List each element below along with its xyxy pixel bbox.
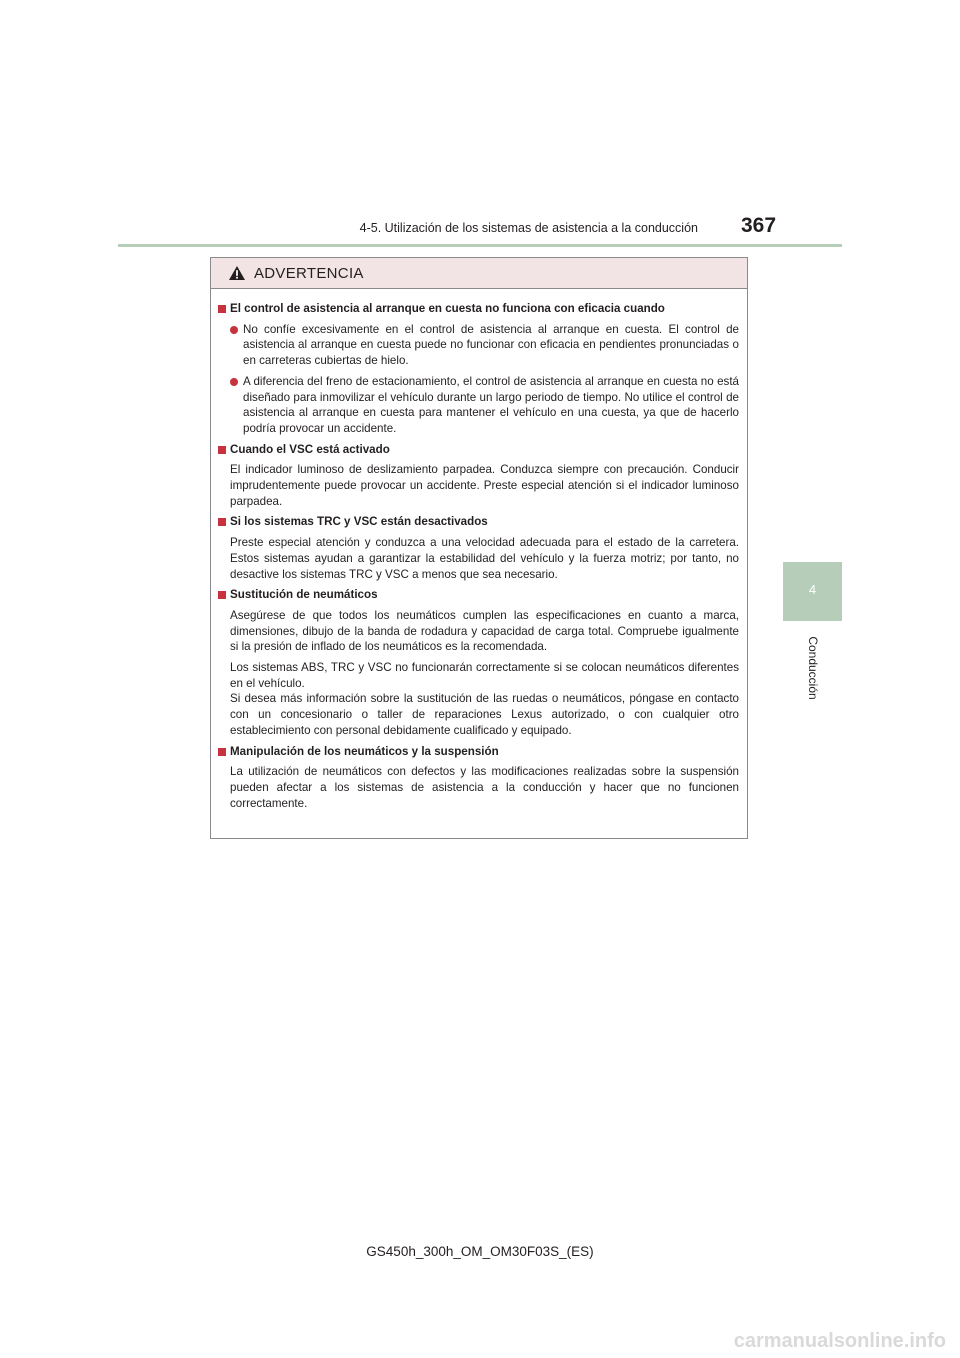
paragraph: Preste especial atención y conduzca a una velocidad adecuada para el estado de la carretera. Estos sistemas ayudan a garantizar la estabilidad del vehículo y la fuerza motriz; por tanto, no desactive los sistemas TRC y VSC a menos que sea necesario. — [230, 536, 739, 581]
warning-header — [211, 258, 747, 289]
watermark: carmanualsonline.info — [733, 1330, 946, 1352]
chapter-tab-number: 4 — [808, 582, 817, 597]
section-title: Si los sistemas TRC y VSC están desactivados — [230, 515, 488, 529]
page-number: 367 — [741, 214, 777, 237]
warning-title: ADVERTENCIA — [254, 264, 364, 282]
section-square-icon — [218, 305, 226, 313]
warning-section-tire-suspension — [218, 744, 739, 812]
warning-body — [211, 289, 747, 811]
chapter-tab-label-text: Conducción — [806, 636, 820, 700]
chapter-tab-label — [806, 632, 820, 704]
header-divider — [118, 244, 842, 247]
section-square-icon — [218, 518, 226, 526]
section-title: Cuando el VSC está activado — [230, 442, 390, 456]
warning-section-tire-replacement — [218, 587, 739, 738]
list-item: A diferencia del freno de estacionamiento, el control de asistencia al arranque en cuesta no está diseñado para inmovilizar el vehículo durante un largo periodo de tiempo. No utilice el control de asistencia al arranque en cuesta para mantener el vehículo en una cuesta, ya que de hacerlo podría provocar un accidente. — [218, 374, 739, 437]
warning-section-trc-vsc-off — [218, 514, 739, 582]
section-title: El control de asistencia al arranque en cuesta no funciona con eficacia cuando — [230, 302, 665, 315]
paragraph: El indicador luminoso de deslizamiento parpadea. Conduzca siempre con precaución. Conducir imprudentemente puede provocar un accidente. Preste especial atención si el indicador luminoso parpadea. — [230, 463, 739, 508]
section-square-icon — [218, 446, 226, 454]
paragraph: La utilización de neumáticos con defectos y las modificaciones realizadas sobre la suspensión pueden afectar a los sistemas de asistencia a la conducción y hacer que no funcionen correctamente. — [230, 765, 739, 810]
warning-section-vsc-active — [218, 442, 739, 510]
section-title: Manipulación de los neumáticos y la suspensión — [230, 744, 499, 758]
chapter-tab[interactable] — [783, 562, 842, 621]
document-code: GS450h_300h_OM_OM30F03S_(ES) — [366, 1244, 594, 1259]
list-item: No confíe excesivamente en el control de asistencia al arranque en cuesta. El control de asistencia al arranque en cuesta puede no funcionar con eficacia en pendientes pronunciadas o en carreteras cubiertas de hielo. — [218, 322, 739, 369]
warning-section-hill-start — [218, 301, 739, 437]
paragraph: Asegúrese de que todos los neumáticos cumplen las especificaciones en cuanto a marca, dimensiones, dibujo de la banda de rodadura y capacidad de carga total. Compruebe igualmente si la presión de inflado de los neumáticos es la recomendada. — [230, 608, 739, 654]
paragraph: Los sistemas ABS, TRC y VSC no funcionarán correctamente si se colocan neumáticos diferentes en el vehículo. — [230, 661, 739, 690]
warning-triangle-icon — [228, 265, 246, 281]
bullet-dot-icon — [230, 326, 238, 334]
warning-box — [210, 257, 748, 839]
section-square-icon — [218, 748, 226, 756]
paragraph: Si desea más información sobre la sustitución de las ruedas o neumáticos, póngase en contacto con un concesionario o taller de reparaciones Lexus autorizado, o con cualquier otro establecimiento con personal debidamente cualificado y equipado. — [230, 692, 739, 737]
section-title: Sustitución de neumáticos — [230, 588, 378, 602]
section-header: 4-5. Utilización de los sistemas de asistencia a la conducción — [359, 221, 698, 235]
section-square-icon — [218, 591, 226, 599]
bullet-dot-icon — [230, 378, 238, 386]
